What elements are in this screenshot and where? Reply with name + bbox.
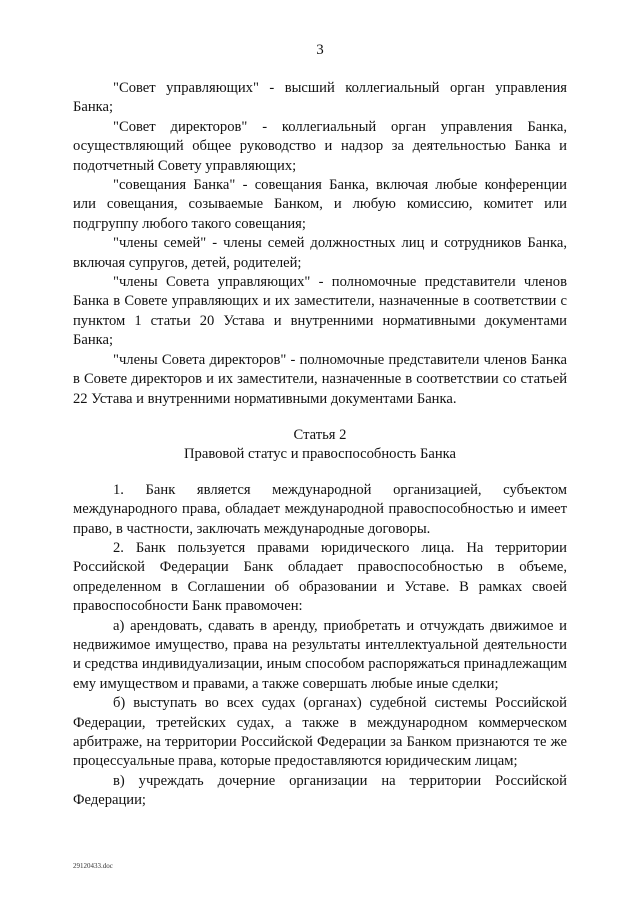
article-paragraph: 1. Банк является международной организацией, субъектом международного права, обладает международной правоспособностью и имеет право, в частности, заключать международные договоры. [73, 481, 567, 537]
definition-paragraph: "Совет директоров" - коллегиальный орган управления Банка, осуществляющий общее руководство и надзор за деятельностью Банка и подотчетный Совету управляющих; [73, 118, 567, 174]
definition-paragraph: "Совет управляющих" - высший коллегиальный орган управления Банка; [73, 80, 567, 116]
list-item-v: в) учреждать дочерние организации на территории Российской Федерации; [73, 772, 567, 809]
list-item-a: а) арендовать, сдавать в аренду, приобретать и отчуждать движимое и недвижимое имущество, права на результаты интеллектуальной деятельности и средства индивидуализации, иным способом распоряжаться принадлежащим ему имуществом и правами, а также совершать любые иные сделки; [73, 617, 567, 692]
definition-paragraph: "члены Совета управляющих" - полномочные представители членов Банка в Совете управляющих и их заместители, назначенные в соответствии с пунктом 1 статьи 20 Устава и внутренними нормативными документами Банка; [73, 274, 567, 349]
article-paragraph: 2. Банк пользуется правами юридического лица. На территории Российской Федерации Банк обладает правоспособностью в объеме, определенном в Соглашении об образовании и Уставе. В рамках своей правоспособности Банк правомочен: [73, 539, 567, 615]
spacer [73, 465, 567, 481]
definition-paragraph: "члены Совета директоров" - полномочные представители членов Банка в Совете директоров и их заместители, назначенные в соответствии со статьей 22 Устава и внутренними нормативными документами Банка. [73, 351, 567, 407]
definition-paragraph: "совещания Банка" - совещания Банка, включая любые конференции или совещания, созываемые Банком, и любую комиссию, комитет или подгруппу любого такого совещания; [73, 177, 567, 232]
article-title: Статья 2 [293, 426, 347, 443]
page-number: 3 [316, 42, 324, 58]
definition-paragraph: "члены семей" - члены семей должностных лиц и сотрудников Банка, включая супругов, детей, родителей; [73, 235, 567, 271]
document-body [73, 79, 567, 811]
file-name-footer: 29120433.doc [73, 862, 113, 870]
list-item-b: б) выступать во всех судах (органах) судебной системы Российской Федерации, третейских судах, а также в международном коммерческом арбитраже, на территории Российской Федерации за Банком признаются те же процессуальные права, которые предоставляются юридическим лицам; [73, 695, 567, 770]
article-subtitle: Правовой статус и правоспособность Банка [184, 446, 456, 463]
